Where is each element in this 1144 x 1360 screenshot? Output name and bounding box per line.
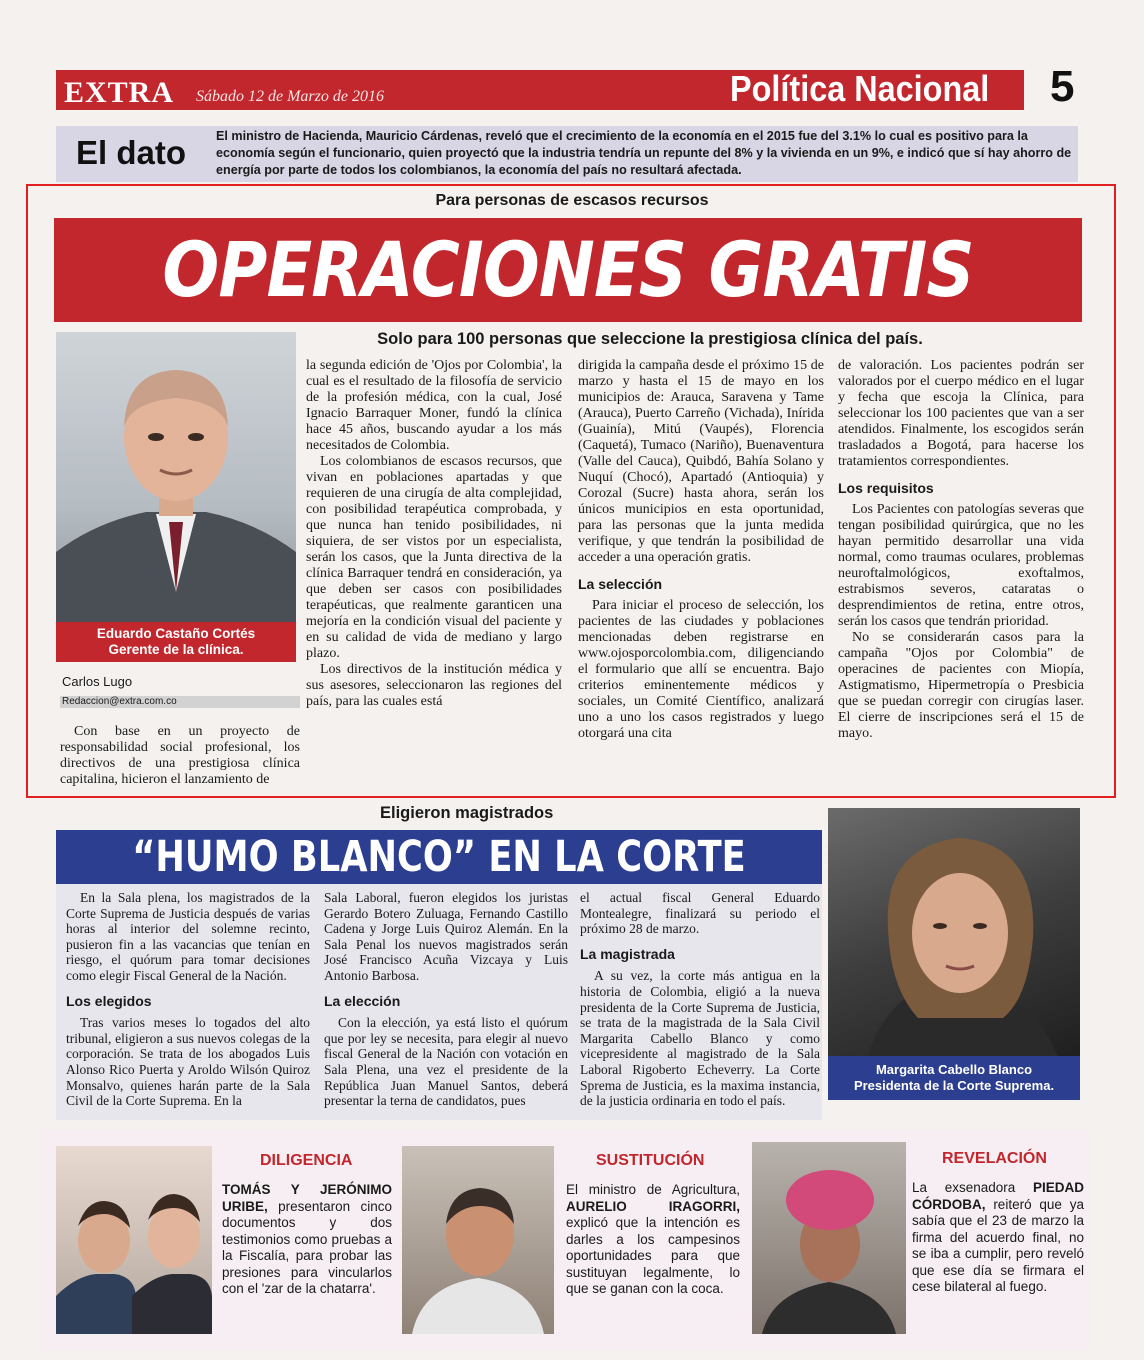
el-dato-label: El dato — [76, 134, 187, 171]
article1-column-3 — [578, 358, 824, 742]
brief2-bold: AURELIO IRAGORRI, — [566, 1198, 740, 1214]
uribe-brothers-photo — [56, 1146, 212, 1334]
article1-col2-p2: Los colombianos de escasos recursos, que vivan en poblaciones apartadas y que requieren de una cirugía de alta complejidad, con posibilidad terapéutica comprobada, y que nunca han tenido posibilidades, ni siquiera, de ser vistos por un especialista, serán los casos, que la Junta directiva de la clínica Barraquer tendrá en consideración, ya que deben ser casos con posibilidades terapéuticas, que realmente garanticen una mejoría en la condición visual del paciente y en su calidad de vida de mediano y largo plazo. — [306, 454, 562, 661]
brief1-text — [222, 1182, 392, 1298]
brief1-title: DILIGENCIA — [260, 1152, 353, 1169]
article1-col1-p1: Con base en un proyecto de responsabilidad social profesional, los directivos de una prestigiosa clínica capitalina, hicieron el lanzamiento de — [60, 724, 300, 787]
author-email: Redaccion@extra.com.co — [62, 696, 177, 707]
article2-col1-p2: Tras varios meses lo togados del alto tribunal, eligieron a sus nuevos colegas de la corporación. Se trata de los abogados Luis Alonso Rico Puerta y Aroldo Wilsón Quiroz Monsalvo, quienes harán parte de la Sala Civil de la Corte Suprema. En la — [66, 1015, 310, 1109]
page-number: 5 — [1050, 62, 1075, 111]
brief2-text — [566, 1182, 740, 1298]
article2-col3-p1: el actual fiscal General Eduardo Montealegre, finalizará su periodo el próximo 28 de marzo. — [580, 890, 820, 937]
magistrada-photo — [828, 808, 1080, 1056]
brief3-text — [912, 1180, 1084, 1296]
brief2-title: SUSTITUCIÓN — [596, 1152, 705, 1169]
brief1-body: presentaron cinco documentos y dos testimonios como pruebas a la Fiscalía, para probar las presiones para vincularlos con el 'zar de la chatarra'. — [222, 1198, 392, 1296]
article1-col3-p1: dirigida la campaña desde el próximo 15 de marzo y hasta el 15 de mayo en los municipios de: Arauca, Saravena y Tame (Arauca), Puerto Carreño (Vichada), Inírida (Guainía), Mitú (Vaupés), Florencia (Caquetá), Tumaco (Nariño), Buenaventura (Valle del Cauca), Quibdó, Bahía Solano y Nuquí (Chocó), Apartadó (Antioquia) y Corozal (Sucre) hasta ahora, serán los únicos municipios en esta oportunidad, para las personas que la junta medida verifique, y que tendrán la posibilidad de acceder a una operación gratis. — [578, 358, 824, 565]
article1-headline: OPERACIONES GRATIS — [162, 225, 974, 314]
issue-date: Sábado 12 de Marzo de 2016 — [196, 88, 384, 105]
two-men-portrait-icon — [56, 1146, 212, 1334]
article2-col3-p2: A su vez, la corte más antigua en la historia de Colombia, eligió a la nueva presidenta de la Corte Suprema de Justicia, se trata de la magistrada de la Sala Civil Margarita Cabello Blanco y como vicepresidente al magistrado de la Sala Laboral Rigoberto Echeverry. La Corte Sprema de Justicia, es la maxima instancia, de la justicia ordinaria en todo el país. — [580, 968, 820, 1109]
article1-col4-p2: Los Pacientes con patologías severas que tengan posibilidad quirúrgica, que no les hayan permitido desarrollar una vida normal, como traumas oculares, problemas neuroftalmológicos, exoftalmos, estrabismos severos, cataratas o desprendimientos de retina, entre otros, serán los casos que tendrán prioridad. — [838, 502, 1084, 629]
article2-col1-p1: En la Sala plena, los magistrados de la Corte Suprema de Justicia después de varias horas al interior del solemne recinto, pusieron fin a las vacancias que tenían en riesgo, el quórum para tomar decisiones como elegir Fiscal General de la Nación. — [66, 890, 310, 983]
brief3-title: REVELACIÓN — [942, 1150, 1047, 1167]
brief2-pre: El ministro de Agricultura, — [566, 1182, 740, 1197]
iragorri-photo — [402, 1146, 554, 1334]
woman-portrait-icon — [828, 808, 1080, 1056]
man-portrait-icon — [56, 332, 296, 622]
gerente-photo — [56, 332, 296, 622]
article2-subhead-magistrada: La magistrada — [580, 945, 675, 962]
photo1-caption-name: Eduardo Castaño Cortés — [96, 626, 256, 641]
article2-col2-p1: Sala Laboral, fueron elegidos los juristas Gerardo Botero Zuluaga, Fernando Castillo Cadena y Jorge Luis Quiroz Alemán. En la Sala Penal los nuevos magistrados serán José Francisco Acuña Vizcaya y Luis Antonio Barbosa. — [324, 890, 568, 983]
brief1-bold: TOMÁS Y JERÓNIMO URIBE, — [222, 1182, 392, 1214]
photo2-caption-name: Margarita Cabello Blanco — [875, 1062, 1033, 1077]
el-dato-text: El ministro de Hacienda, Mauricio Cárdenas, reveló que el crecimiento de la economía en el 2015 fue del 3.1% lo cual es positivo para la economía según el funcionario, quien proyectó que la industria tendría un repunte del 8% y la vivienda en un 9%, e indicó que sí hay ahorro de energía por parte de todos los colombianos, la economía del país no resultará afectada. — [216, 129, 1072, 177]
article2-col2-p2: Con la elección, ya está listo el quórum que por ley se necesita, para elegir al nuevo fiscal General de la Nación con votación en Sala Plena, una vez el presidente de la República Juan Manuel Santos, deberá presentar la terna de candidatos, pues — [324, 1015, 568, 1109]
brief3-bold: PIEDAD CÓRDOBA, — [912, 1180, 1084, 1212]
author-name: Carlos Lugo — [62, 674, 133, 689]
article1-col3-p2: Para iniciar el proceso de selección, los pacientes de las ciudades y poblaciones mencionadas deben registrarse en www.ojosporcolombia.com, diligenciando el formulario que allí se encuentra. Bajo criterios eminentemente médicos y sociales, un Comité Científico, analizará uno a uno los casos registrados y luego otorgará una cita — [578, 598, 824, 741]
article2-headline: “HUMO BLANCO” EN LA CORTE — [132, 832, 746, 882]
article2-column-1 — [66, 890, 310, 1109]
article1-subheadline: Solo para 100 personas que seleccione la prestigiosa clínica del país. — [377, 330, 923, 348]
newspaper-logo: EXTRA — [64, 76, 175, 109]
article1-subhead-requisitos: Los requisitos — [838, 480, 934, 496]
brief2-body: explicó que la intención es darles a los campesinos oportunidades para que sustituyan legalmente, lo que se ganan con la coca. — [566, 1215, 740, 1296]
article1-column-4 — [838, 358, 1084, 742]
article1-kicker: Para personas de escasos recursos — [435, 192, 709, 209]
article1-col4-p1: de valoración. Los pacientes podrán ser valorados por el cuerpo médico en el lugar y fecha que escoja la Clínica, para seleccionar los 100 pacientes que van a ser atendidos. Finalmente, los escogidos serán trasladados a Bogotá, para hacerse los tratamientos correspondientes. — [838, 358, 1084, 469]
article2-column-3 — [580, 890, 820, 1109]
article1-col4-p3: No se considerarán casos para la campaña "Ojos por Colombia" de operacines de pacientes con Miopía, Astigmatismo, Hipermetropía o Presbicia que se puedan corregir con cirugías laser. El cierre de inscripciones será el 15 de mayo. — [838, 630, 1084, 741]
photo1-caption — [56, 626, 296, 658]
article2-subhead-elegidos: Los elegidos — [66, 992, 152, 1009]
article1-subhead-seleccion: La selección — [578, 576, 663, 592]
article1-column-2 — [306, 358, 562, 710]
article1-column-1 — [60, 724, 300, 788]
article2-subhead-eleccion: La elección — [324, 992, 401, 1009]
section-title: Política Nacional — [730, 68, 990, 109]
article2-column-2 — [324, 890, 568, 1109]
article2-kicker: Eligieron magistrados — [380, 804, 554, 822]
photo2-caption-role: Presidenta de la Corte Suprema. — [853, 1078, 1055, 1093]
photo1-caption-role: Gerente de la clínica. — [108, 642, 244, 657]
piedad-cordoba-photo — [752, 1142, 906, 1334]
article1-col2-p3: Los directivos de la institución médica y sus asesores, seleccionaron las regiones del país, para las cuales está — [306, 662, 562, 709]
photo2-caption — [828, 1062, 1080, 1094]
man-portrait-icon — [402, 1146, 554, 1334]
woman-turban-portrait-icon — [752, 1142, 906, 1334]
brief3-body: reiteró que ya sabía que el 23 de marzo la firma del acuerdo final, no se iba a cumplir, pero reveló que ese día se firmara el cese bilateral al fuego. — [912, 1196, 1084, 1294]
brief3-pre: La exsenadora — [912, 1180, 1033, 1195]
article1-col2-p1: la segunda edición de 'Ojos por Colombia', la cual es el resultado de la filosofía de servicio de la profesión médica, con la cual, José Ignacio Barraquer Moner, fundó la clínica hace 45 años, buscando ayudar a los más necesitados de Colombia. — [306, 358, 562, 453]
